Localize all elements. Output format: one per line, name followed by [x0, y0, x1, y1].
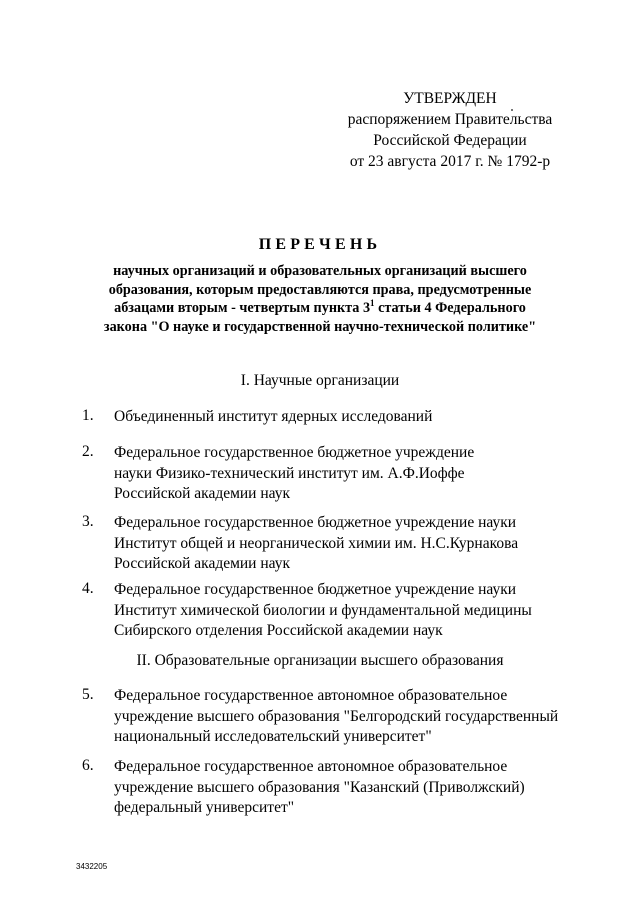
subtitle-line: научных организаций и образовательных организаций высшего [113, 263, 527, 279]
item-line: учреждение высшего образования "Казанский (Приволжский) [114, 778, 525, 796]
item-number: 6. [82, 757, 94, 774]
list-item [114, 686, 558, 748]
item-line: Федеральное государственное бюджетное учреждение науки [114, 581, 517, 598]
list-item [114, 580, 532, 642]
document-code: 3432205 [76, 862, 108, 871]
item-number: 1. [82, 407, 94, 424]
item-line: Федеральное государственное автономное образовательное [114, 758, 508, 775]
subtitle-line: образования, которым предоставляются права, предусмотренные [108, 281, 532, 298]
document-subtitle [60, 262, 580, 336]
approval-block [330, 88, 570, 172]
item-line: федеральный университет" [114, 799, 295, 816]
item-line: учреждение высшего образования "Белгородский государственный [114, 707, 559, 725]
section-heading: I. Научные организации [240, 372, 400, 389]
item-line: науки Физико-технический институт им. А.Ф.Иоффе [114, 464, 465, 482]
item-number: 4. [82, 580, 94, 597]
document-title: ПЕРЕЧЕНЬ [258, 236, 382, 253]
section-heading: II. Образовательные организации высшего образования [136, 652, 504, 669]
item-line: Объединенный институт ядерных исследований [114, 408, 433, 425]
approval-heading: УТВЕРЖДЕН [403, 90, 497, 107]
item-line: Федеральное государственное бюджетное учреждение науки [114, 514, 517, 531]
item-number: 2. [82, 443, 94, 460]
item-line: Институт химической биологии и фундаментальной медицины [114, 601, 532, 619]
item-line: Институт общей и неорганической химии им. Н.С.Курнакова [114, 534, 519, 552]
subtitle-text: статьи 4 Федерального [374, 300, 526, 317]
subtitle-line [60, 299, 580, 318]
subtitle-superscript: 1 [370, 298, 375, 309]
item-number: 5. [82, 686, 94, 703]
item-line: Федеральное государственное автономное образовательное [114, 687, 508, 704]
list-item [114, 757, 525, 819]
item-line: Российской академии наук [114, 485, 291, 502]
approval-line: Российской Федерации [373, 132, 527, 149]
scan-speck [511, 109, 513, 111]
list-item [114, 443, 474, 505]
item-line: Сибирского отделения Российской академии наук [114, 622, 443, 639]
list-item [114, 513, 518, 575]
approval-date-line: от 23 августа 2017 г. № 1792-р [349, 153, 551, 170]
list-item [114, 407, 432, 428]
subtitle-text: абзацами вторым - четвертым пункта 3 [114, 300, 371, 317]
approval-line: распоряжением Правительства [347, 111, 553, 128]
item-line: Российской академии наук [114, 555, 291, 572]
item-line: национальный исследовательский университет" [114, 728, 432, 745]
subtitle-line: закона "О науке и государственной научно-технической политике" [103, 318, 537, 335]
item-number: 3. [82, 513, 94, 530]
item-line: Федеральное государственное бюджетное учреждение [114, 444, 475, 461]
